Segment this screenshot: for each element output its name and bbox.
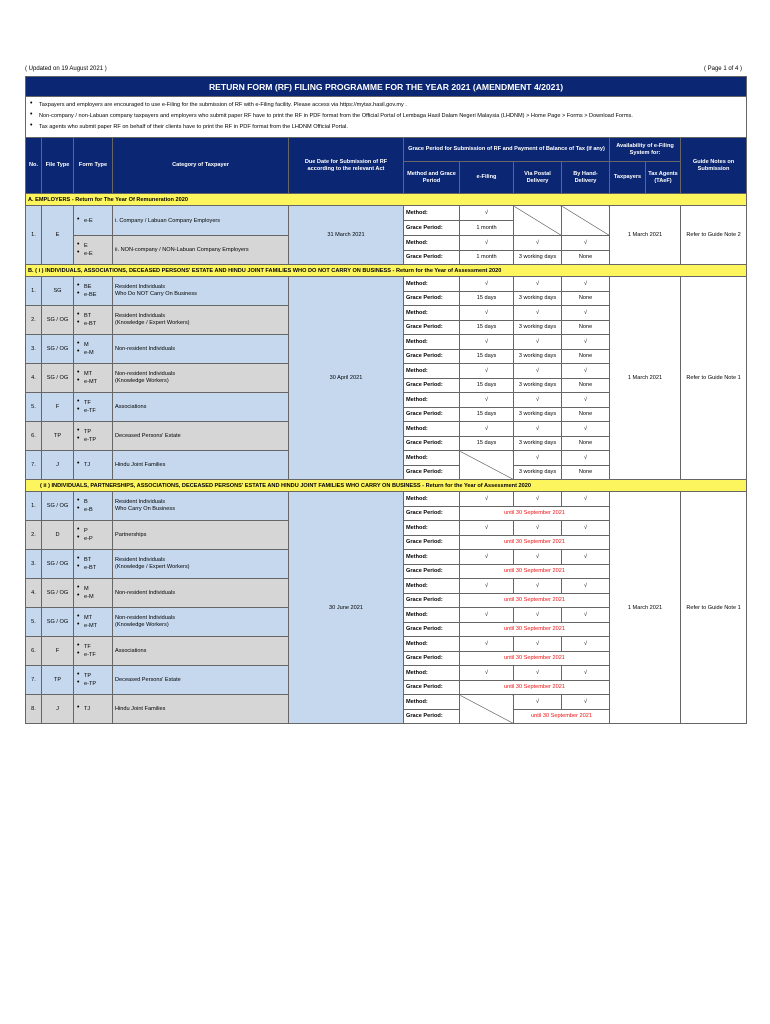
form-code: • B: [76, 498, 110, 506]
method-mark: √: [562, 695, 610, 710]
note-3: • Tax agents who submit paper RF on behalf of their clients have to print the RF in PDF format from the LHDNM Official Portal.: [30, 123, 742, 131]
row-number: 3.: [26, 550, 42, 579]
section-b2-heading: ( ii ) INDIVIDUALS, PARTNERSHIPS, ASSOCIATIONS, DECEASED PERSONS' ESTATE AND HINDU JOINT FAMILIES WHO CARRY ON BUSINESS - Return for the Year of Assessment 2020: [26, 480, 747, 492]
form-code: • M: [76, 585, 110, 593]
form-code: • e-MT: [76, 622, 110, 630]
file-type-cell: SG / OG: [42, 608, 74, 637]
form-code: • e-TF: [76, 407, 110, 415]
form-type-cell: [74, 206, 113, 236]
grace-label: Grace Period:: [404, 250, 460, 265]
form-code: • E: [76, 242, 110, 250]
method-mark: √: [514, 666, 562, 681]
taxpayer-category-cell: [113, 422, 289, 451]
file-type-cell: SG / OG: [42, 364, 74, 393]
form-code: • M: [76, 341, 110, 349]
grace-value: 3 working days: [514, 250, 562, 265]
grace-value: 3 working days: [514, 465, 562, 480]
col-header-form-type: Form Type: [74, 138, 113, 194]
form-code: • TF: [76, 399, 110, 407]
row-number: 4.: [26, 579, 42, 608]
category-line: Partnerships: [115, 531, 147, 538]
taxpayer-category-cell: [113, 637, 289, 666]
row-number: 1.: [26, 206, 42, 265]
method-mark: √: [460, 206, 514, 221]
page-title: RETURN FORM (RF) FILING PROGRAMME FOR THE YEAR 2021 (AMENDMENT 4/2021): [26, 77, 747, 97]
form-type-cell: [74, 637, 113, 666]
file-type-cell: SG / OG: [42, 335, 74, 364]
method-mark: √: [460, 277, 514, 292]
grace-value: 15 days: [460, 320, 514, 335]
form-code: • TP: [76, 672, 110, 680]
form-type-cell: [74, 277, 113, 306]
category-line: Non-resident Individuals: [115, 589, 176, 596]
grace-label: Grace Period:: [404, 564, 460, 579]
method-mark: [460, 451, 514, 480]
availability-date: 1 March 2021: [610, 206, 681, 265]
grace-label: Grace Period:: [404, 378, 460, 393]
file-type-cell: F: [42, 637, 74, 666]
form-code: • e-E: [76, 217, 110, 225]
method-mark: √: [514, 393, 562, 408]
grace-value: 15 days: [460, 291, 514, 306]
method-mark: √: [514, 492, 562, 507]
form-code: • e-MT: [76, 378, 110, 386]
form-code: • P: [76, 527, 110, 535]
method-mark: [460, 695, 514, 724]
method-label: Method:: [404, 393, 460, 408]
method-mark: √: [562, 393, 610, 408]
method-mark: √: [562, 306, 610, 321]
grace-value: until 30 September 2021: [460, 506, 610, 521]
section-b1-heading: B. ( i ) INDIVIDUALS, ASSOCIATIONS, DECEASED PERSONS' ESTATE AND HINDU JOINT FAMILIES WHO DO NOT CARRY ON BUSINESS - Return for the Year of Assessment 2020: [26, 265, 747, 277]
file-type-cell: SG / OG: [42, 579, 74, 608]
method-mark: √: [460, 364, 514, 379]
note-2: • Non-company / non-Labuan company taxpayers and employers who submit paper RF have to print the RF in PDF format from the Official Portal of Lembaga Hasil Dalam Negeri Malaysia (LHDNM) > Home Page > Forms > Download Forms.: [30, 112, 742, 120]
grace-label: Grace Period:: [404, 506, 460, 521]
category-line: Associations: [115, 647, 147, 654]
method-mark: √: [562, 608, 610, 623]
method-mark: √: [460, 393, 514, 408]
method-label: Method:: [404, 666, 460, 681]
file-type-cell: SG / OG: [42, 306, 74, 335]
col-header-guide: Guide Notes on Submission: [681, 138, 747, 194]
method-label: Method:: [404, 277, 460, 292]
category-line: Deceased Persons' Estate: [115, 676, 181, 683]
method-mark: [514, 206, 562, 236]
method-mark: √: [514, 335, 562, 350]
category-line: Resident Individuals: [115, 499, 166, 505]
form-code: • e-E: [76, 250, 110, 258]
form-type-cell: [74, 608, 113, 637]
method-mark: √: [562, 492, 610, 507]
col-header-grace: Grace Period for Submission of RF and Payment of Balance of Tax (if any): [404, 138, 610, 162]
taxpayer-category-cell: ii. NON-company / NON-Labuan Company Employers: [113, 236, 289, 265]
form-type-cell: [74, 422, 113, 451]
col-header-no: No.: [26, 138, 42, 194]
category-line: (Knowledge / Expert Workers): [115, 320, 190, 326]
row-number: 7.: [26, 451, 42, 480]
grace-value: until 30 September 2021: [460, 622, 610, 637]
method-mark: √: [460, 521, 514, 536]
file-type-cell: D: [42, 521, 74, 550]
col-header-method: Method and Grace Period: [404, 162, 460, 194]
category-line: Hindu Joint Families: [115, 461, 166, 468]
category-line: (Knowledge Workers): [115, 378, 169, 384]
row-number: 5.: [26, 393, 42, 422]
grace-value: until 30 September 2021: [460, 593, 610, 608]
method-mark: √: [514, 695, 562, 710]
grace-value: 15 days: [460, 349, 514, 364]
grace-value: 3 working days: [514, 349, 562, 364]
grace-value: 15 days: [460, 436, 514, 451]
form-code: • e-TF: [76, 651, 110, 659]
grace-label: Grace Period:: [404, 407, 460, 422]
category-line: Resident Individuals: [115, 557, 166, 563]
grace-value: 15 days: [460, 407, 514, 422]
method-mark: √: [562, 550, 610, 565]
grace-label: Grace Period:: [404, 221, 460, 236]
form-code: • e-BT: [76, 564, 110, 572]
form-code: • e-B: [76, 506, 110, 514]
method-mark: √: [514, 451, 562, 466]
form-type-cell: [74, 335, 113, 364]
grace-value: 15 days: [460, 378, 514, 393]
category-line: Non-resident Individuals: [115, 615, 176, 621]
updated-note: ( Updated on 19 August 2021 ): [25, 66, 107, 72]
method-mark: √: [562, 451, 610, 466]
form-code: • TJ: [76, 705, 110, 713]
form-code: • BT: [76, 312, 110, 320]
grace-label: Grace Period:: [404, 622, 460, 637]
grace-label: Grace Period:: [404, 709, 460, 724]
method-label: Method:: [404, 637, 460, 652]
grace-value: 3 working days: [514, 291, 562, 306]
method-mark: √: [514, 550, 562, 565]
form-type-cell: [74, 695, 113, 724]
grace-label: Grace Period:: [404, 436, 460, 451]
form-code: • TP: [76, 428, 110, 436]
category-line: Resident Individuals: [115, 313, 166, 319]
page-number: ( Page 1 of 4 ): [703, 66, 742, 72]
category-line: (Knowledge Workers): [115, 622, 169, 628]
grace-value: until 30 September 2021: [460, 535, 610, 550]
method-mark: √: [562, 521, 610, 536]
due-date-cell: 31 March 2021: [289, 206, 404, 265]
filing-programme-table: [25, 76, 746, 724]
form-type-cell: [74, 550, 113, 579]
file-type-cell: F: [42, 393, 74, 422]
grace-value: None: [562, 291, 610, 306]
taxpayer-category-cell: [113, 608, 289, 637]
row-number: 7.: [26, 666, 42, 695]
form-type-cell: [74, 451, 113, 480]
method-mark: √: [514, 364, 562, 379]
method-label: Method:: [404, 695, 460, 710]
taxpayer-category-cell: [113, 306, 289, 335]
taxpayer-category-cell: [113, 521, 289, 550]
taxpayer-category-cell: i. Company / Labuan Company Employers: [113, 206, 289, 236]
grace-label: Grace Period:: [404, 535, 460, 550]
row-number: 1.: [26, 492, 42, 521]
method-mark: √: [562, 579, 610, 594]
row-number: 2.: [26, 306, 42, 335]
row-number: 6.: [26, 637, 42, 666]
method-label: Method:: [404, 579, 460, 594]
file-type-cell: SG / OG: [42, 550, 74, 579]
method-label: Method:: [404, 451, 460, 466]
category-line: Associations: [115, 403, 147, 410]
form-code: • e-P: [76, 535, 110, 543]
section-a-heading: A. EMPLOYERS - Return for The Year Of Remuneration 2020: [26, 194, 747, 206]
grace-label: Grace Period:: [404, 465, 460, 480]
method-label: Method:: [404, 306, 460, 321]
category-line: Non-resident Individuals: [115, 345, 176, 352]
method-label: Method:: [404, 608, 460, 623]
file-type-cell: SG: [42, 277, 74, 306]
taxpayer-category-cell: [113, 277, 289, 306]
grace-value: 3 working days: [514, 407, 562, 422]
notes-box: [26, 97, 747, 138]
method-mark: √: [514, 579, 562, 594]
form-code: • e-BT: [76, 320, 110, 328]
category-line: (Knowledge / Expert Workers): [115, 564, 190, 570]
availability-date: 1 March 2021: [610, 277, 681, 480]
method-label: Method:: [404, 492, 460, 507]
method-mark: √: [562, 236, 610, 251]
row-number: 4.: [26, 364, 42, 393]
category-line: Who Carry On Business: [115, 506, 175, 512]
file-type-cell: SG / OG: [42, 492, 74, 521]
taxpayer-category-cell: [113, 666, 289, 695]
category-line: Who Do NOT Carry On Business: [115, 291, 197, 297]
due-date-cell: 30 April 2021: [289, 277, 404, 480]
file-type-cell: TP: [42, 666, 74, 695]
form-code: • BE: [76, 283, 110, 291]
method-mark: [562, 206, 610, 236]
row-number: 8.: [26, 695, 42, 724]
method-mark: √: [562, 637, 610, 652]
grace-value: None: [562, 465, 610, 480]
grace-value: 3 working days: [514, 320, 562, 335]
file-type-cell: E: [42, 206, 74, 265]
form-type-cell: [74, 306, 113, 335]
col-header-taxpayers: Taxpayers: [610, 162, 646, 194]
col-header-due-date: Due Date for Submission of RF according to the relevant Act: [289, 138, 404, 194]
guide-note: Refer to Guide Note 1: [681, 492, 747, 724]
method-mark: √: [460, 608, 514, 623]
method-mark: √: [514, 521, 562, 536]
form-code: • MT: [76, 614, 110, 622]
category-line: Resident Individuals: [115, 284, 166, 290]
col-header-efiling: e-Filing: [460, 162, 514, 194]
method-label: Method:: [404, 236, 460, 251]
col-header-hand: By Hand-Delivery: [562, 162, 610, 194]
method-mark: √: [460, 236, 514, 251]
method-mark: √: [514, 422, 562, 437]
method-label: Method:: [404, 422, 460, 437]
grace-value: None: [562, 436, 610, 451]
method-mark: √: [514, 277, 562, 292]
grace-label: Grace Period:: [404, 651, 460, 666]
form-type-cell: [74, 364, 113, 393]
form-code: • TJ: [76, 461, 110, 469]
grace-value: None: [562, 320, 610, 335]
file-type-cell: TP: [42, 422, 74, 451]
method-mark: √: [460, 579, 514, 594]
guide-note: Refer to Guide Note 2: [681, 206, 747, 265]
grace-value: None: [562, 349, 610, 364]
col-header-agents: Tax Agents (TAeF): [646, 162, 681, 194]
row-number: 1.: [26, 277, 42, 306]
method-mark: √: [562, 666, 610, 681]
form-type-cell: [74, 492, 113, 521]
method-mark: √: [460, 335, 514, 350]
method-mark: √: [562, 364, 610, 379]
grace-value: None: [562, 378, 610, 393]
taxpayer-category-cell: [113, 579, 289, 608]
file-type-cell: J: [42, 695, 74, 724]
taxpayer-category-cell: [113, 335, 289, 364]
form-type-cell: [74, 393, 113, 422]
form-code: • e-M: [76, 593, 110, 601]
row-number: 3.: [26, 335, 42, 364]
form-code: • TF: [76, 643, 110, 651]
taxpayer-category-cell: [113, 451, 289, 480]
method-mark: √: [460, 306, 514, 321]
file-type-cell: J: [42, 451, 74, 480]
col-header-file-type: File Type: [42, 138, 74, 194]
row-number: 5.: [26, 608, 42, 637]
method-mark: √: [514, 306, 562, 321]
grace-label: Grace Period:: [404, 349, 460, 364]
grace-value: 3 working days: [514, 378, 562, 393]
form-type-cell: [74, 666, 113, 695]
form-type-cell: [74, 521, 113, 550]
grace-label: Grace Period:: [404, 680, 460, 695]
method-label: Method:: [404, 521, 460, 536]
method-mark: √: [562, 277, 610, 292]
form-code: • e-TP: [76, 436, 110, 444]
taxpayer-category-cell: [113, 492, 289, 521]
form-type-cell: [74, 236, 113, 265]
note-1: • Taxpayers and employers are encouraged to use e-Filing for the submission of RF with e-Filing facility. Please access via https://mytax.hasil.gov.my .: [30, 101, 742, 109]
method-mark: √: [460, 422, 514, 437]
grace-value: 3 working days: [514, 436, 562, 451]
grace-value: 1 month: [460, 221, 514, 236]
method-label: Method:: [404, 550, 460, 565]
method-mark: √: [562, 422, 610, 437]
guide-note: Refer to Guide Note 1: [681, 277, 747, 480]
grace-label: Grace Period:: [404, 593, 460, 608]
method-mark: √: [514, 236, 562, 251]
taxpayer-category-cell: [113, 364, 289, 393]
col-header-category: Category of Taxpayer: [113, 138, 289, 194]
method-label: Method:: [404, 364, 460, 379]
method-mark: √: [460, 666, 514, 681]
method-label: Method:: [404, 206, 460, 221]
grace-value: None: [562, 250, 610, 265]
method-mark: √: [562, 335, 610, 350]
row-number: 6.: [26, 422, 42, 451]
taxpayer-category-cell: [113, 393, 289, 422]
method-mark: √: [460, 492, 514, 507]
form-code: • BT: [76, 556, 110, 564]
col-header-availability: Availability of e-Filing System for:: [610, 138, 681, 162]
availability-date: 1 March 2021: [610, 492, 681, 724]
category-line: Deceased Persons' Estate: [115, 432, 181, 439]
taxpayer-category-cell: [113, 550, 289, 579]
category-line: Non-resident Individuals: [115, 371, 176, 377]
method-mark: √: [460, 550, 514, 565]
method-mark: √: [514, 608, 562, 623]
category-line: Hindu Joint Families: [115, 705, 166, 712]
method-mark: √: [460, 637, 514, 652]
method-mark: √: [514, 637, 562, 652]
col-header-postal: Via Postal Delivery: [514, 162, 562, 194]
grace-value: 1 month: [460, 250, 514, 265]
form-code: • e-BE: [76, 291, 110, 299]
form-type-cell: [74, 579, 113, 608]
grace-value: until 30 September 2021: [514, 709, 610, 724]
grace-label: Grace Period:: [404, 291, 460, 306]
grace-value: until 30 September 2021: [460, 680, 610, 695]
due-date-cell: 30 June 2021: [289, 492, 404, 724]
grace-value: until 30 September 2021: [460, 651, 610, 666]
grace-value: None: [562, 407, 610, 422]
form-code: • MT: [76, 370, 110, 378]
method-label: Method:: [404, 335, 460, 350]
taxpayer-category-cell: [113, 695, 289, 724]
row-number: 2.: [26, 521, 42, 550]
grace-value: until 30 September 2021: [460, 564, 610, 579]
form-code: • e-TP: [76, 680, 110, 688]
form-code: • e-M: [76, 349, 110, 357]
grace-label: Grace Period:: [404, 320, 460, 335]
